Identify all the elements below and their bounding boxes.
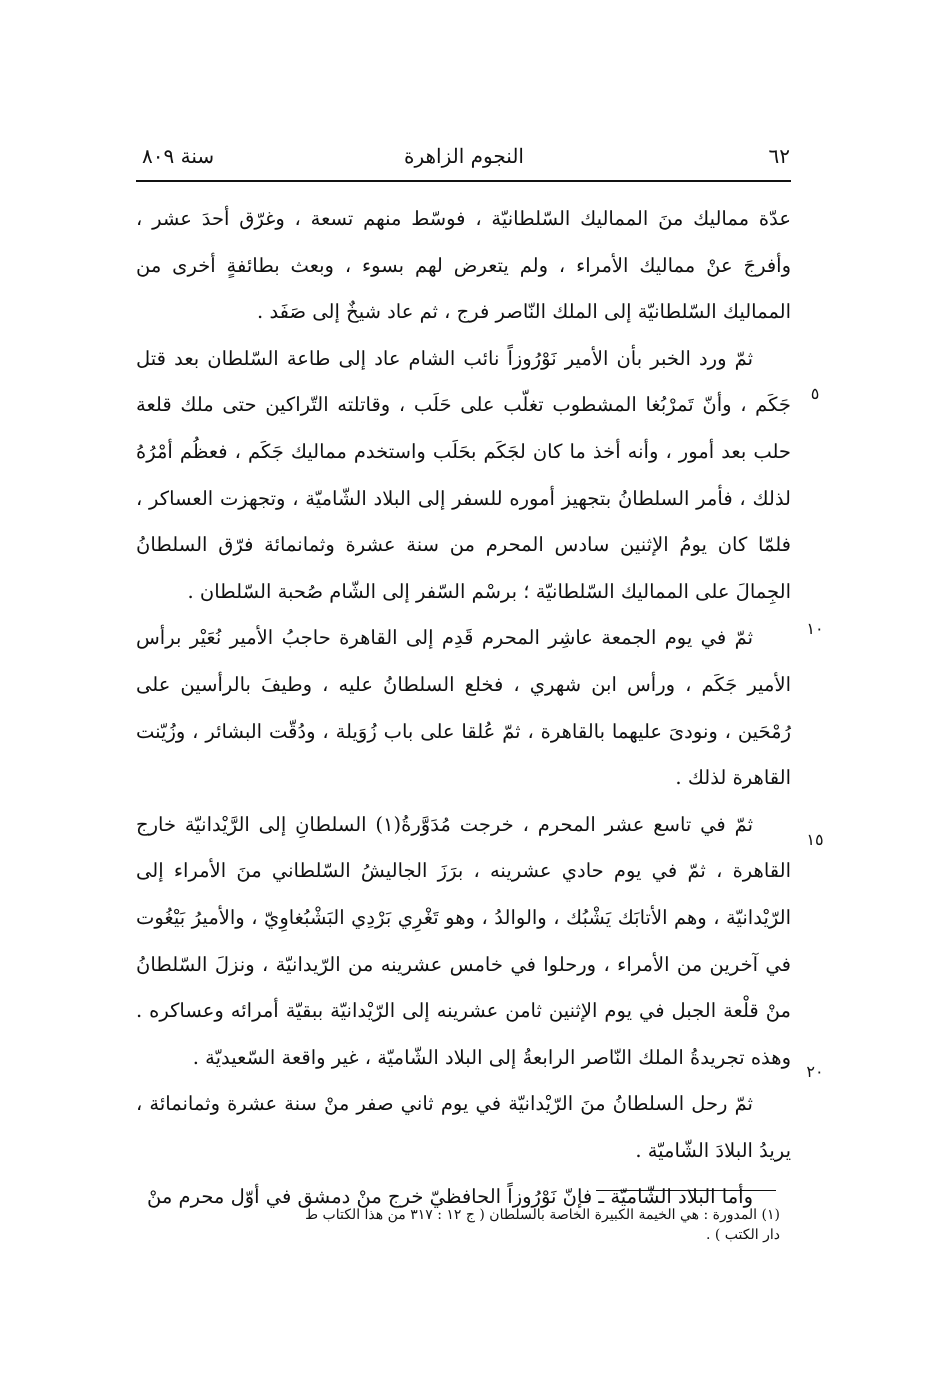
year-label: سنة ٨٠٩ — [142, 144, 215, 168]
paragraph: ثمّ رحل السلطانُ منَ الرّيْدانيّة في يوم ثاني صفر منْ سنة عشرة وثمانمائة ، يريدُ البلادَ الشّاميّة . — [136, 1092, 791, 1162]
paragraph: ثمّ في تاسع عشر المحرم ، خرجت مُدَوَّرةُ(١) السلطانِ إلى الرَّيْدانيّة خارج القاهرة ، ثمّ في يوم حادي عشرينه ، برَزَ الجاليشُ السّلطاني منَ الأمراء إلى الرّيْدانيّة ، وهم الأتابَك يَشْبُك ، والوالدُ ، وهو تَغْرِي بَرْدِي البَشْبُغاوِيّ ، والأميرُ بَيْغُوت في آخرين من الأمراء ، ورحلوا في خامس عشرينه من الرّيدانيّة ، ونزلَ السّلطانُ منْ قلْعة الجبل في يوم الإثنين ثامن عشرينه إلى الرّيْدانيّة ببقيّة أمرائه وعساكره . وهذه تجريدةُ الملك النّاصر الرابعةُ إلى البلاد الشّاميّة ، غير واقعة السّعيديّة . — [136, 812, 791, 1069]
page-number: ٦٢ — [768, 144, 790, 168]
paragraph: ثمّ في يوم الجمعة عاشِر المحرم قَدِم إلى القاهرة حاجبُ الأمير نُعَيْر برأس الأمير جَكَم ، ورأس ابن شهري ، فخلع السلطانُ عليه ، وطيفَ بالرأسين على رُمْحَين ، ونودىَ عليهما بالقاهرة ، ثمّ عُلقا على باب زُوَيلة ، ودُقّت البشائر ، وزُيّنت القاهرة لذلك . — [136, 626, 791, 790]
line-number-10: ١٠ — [806, 619, 824, 638]
paragraph: وأما البلاد الشّاميّة ـ فإنّ نَوْرُوزاً الحافظيّ خرج منْ دمشق في أوّل محرم منْ — [147, 1185, 753, 1209]
running-header — [138, 140, 790, 176]
paragraph: ثمّ ورد الخبر بأن الأمير نَوْرُوزاً نائب الشام عاد إلى طاعة السّلطان بعد قتل جَكَم ، وأنّ تَمرْبُغا المشطوب تغلّب على حَلَب ، وقاتلته التّراكين حتى ملك قلعة حلب بعد أمور ، وأنه أخذ ما كان لجَكَم بحَلَب واستخدم مماليك جَكَم ، فعظُم أمْرُهُ لذلك ، فأمر السلطانُ بتجهيز أموره للسفر إلى البلاد الشّاميّة ، وتجهزت العساكر ، فلمّا كان يومُ الإثنين سادس المحرم من سنة عشرة وثمانمائة فرّق السلطانُ الجِمالَ على المماليك السّلطانيّة ؛ برسْم السّفر إلى الشّام صُحبة السّلطان . — [136, 346, 791, 603]
line-number-15: ١٥ — [806, 830, 824, 849]
line-number-5: ٥ — [810, 384, 820, 403]
paragraph: عدّة مماليك منَ المماليك السّلطانيّة ، فوسّط منهم تسعة ، وغرّق أحدَ عشر ، وأفرجَ عنْ مماليك الأمراء ، ولم يتعرض لهم بسوء ، وبعث بطائفةٍ أخرى من المماليك السّلطانيّة إلى الملك النّاصر فرج ، ثم عاد شيخٌ إلى صَفَد . — [136, 207, 791, 324]
line-number-20: ٢٠ — [806, 1062, 824, 1081]
footnote: (١) المدورة : هي الخيمة الكبيرة الخاصة بالسلطان ( ج ١٢ : ٣١٧ من هذا الكتاب ط دار الكتب ) . — [305, 1207, 780, 1243]
book-title: النجوم الزاهرة — [404, 144, 524, 168]
header-rule — [136, 180, 791, 182]
footnote-rule — [596, 1190, 776, 1191]
main-text — [136, 196, 791, 1221]
